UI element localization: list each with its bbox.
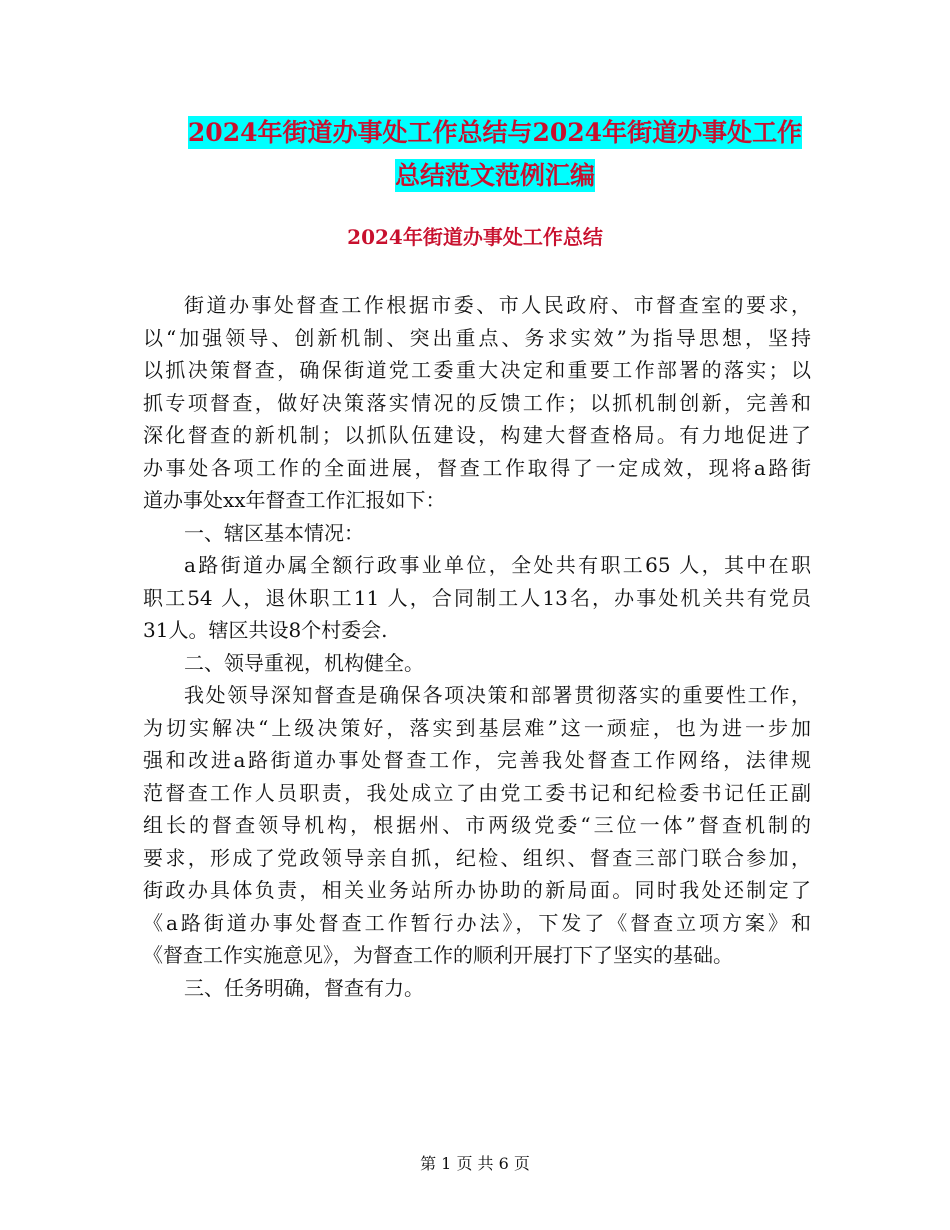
paragraph-line: 我处领导深知督查是确保各项决策和部署贯彻落实的重要性工作，: [184, 683, 811, 707]
paragraph-line: 职工54 人，退休职工11 人，合同制工人13名，办事处机关共有党员: [143, 585, 811, 610]
paragraph-line: 《督查工作实施意见》，为督查工作的顺利开展打下了坚实的基础。: [143, 943, 733, 967]
section-heading: 二、领导重视，机构健全。: [184, 650, 424, 675]
paragraph-line: 31人。辖区共设8个村委会.: [143, 618, 388, 642]
paragraph-line: 强和改进a路街道办事处督查工作，完善我处督查工作网络，法律规: [143, 748, 811, 772]
paragraph-line: 《a路街道办事处督查工作暂行办法》，下发了《督查立项方案》和: [143, 910, 811, 935]
paragraph-line: 以抓决策督查，确保街道党工委重大决定和重要工作部署的落实；以: [143, 358, 811, 382]
document-body: [143, 289, 811, 1004]
paragraph-line: 为切实解决“上级决策好，落实到基层难”这一顽症，也为进一步加: [143, 715, 811, 740]
paragraph-line: 抓专项督查，做好决策落实情况的反馈工作；以抓机制创新，完善和: [143, 390, 811, 415]
paragraph-line: 办事处各项工作的全面进展，督查工作取得了一定成效，现将a路街: [143, 455, 811, 480]
paragraph-line: a路街道办属全额行政事业单位，全处共有职工65 人，其中在职: [184, 553, 811, 577]
section-heading: 三、任务明确，督查有力。: [184, 975, 424, 1000]
main-title-line-1: 2024年街道办事处工作总结与2024年街道办事处工作: [187, 118, 803, 147]
paragraph-line: 街政办具体负责，相关业务站所办协助的新局面。同时我处还制定了: [143, 878, 811, 902]
paragraph-line: 组长的督查领导机构，根据州、市两级党委“三位一体”督查机制的: [143, 813, 811, 837]
paragraph-line: 深化督查的新机制；以抓队伍建设，构建大督查格局。有力地促进了: [143, 423, 811, 447]
paragraph-line: 范督查工作人员职责，我处成立了由党工委书记和纪检委书记任正副: [143, 780, 811, 805]
section-title: 2024年街道办事处工作总结: [347, 225, 603, 249]
paragraph-line: 以“加强领导、创新机制、突出重点、务求实效”为指导思想，坚持: [143, 325, 811, 350]
paragraph-line: 街道办事处督查工作根据市委、市人民政府、市督查室的要求，: [184, 293, 811, 317]
paragraph-line: 要求，形成了党政领导亲自抓，纪检、组织、督查三部门联合参加，: [143, 845, 811, 870]
main-title-line-2: 总结范文范例汇编: [394, 161, 595, 190]
paragraph-line: 道办事处xx年督查工作汇报如下：: [143, 488, 446, 512]
section-heading: 一、辖区基本情况：: [184, 520, 364, 545]
page-footer: 第 1 页 共 6 页: [420, 1154, 530, 1173]
